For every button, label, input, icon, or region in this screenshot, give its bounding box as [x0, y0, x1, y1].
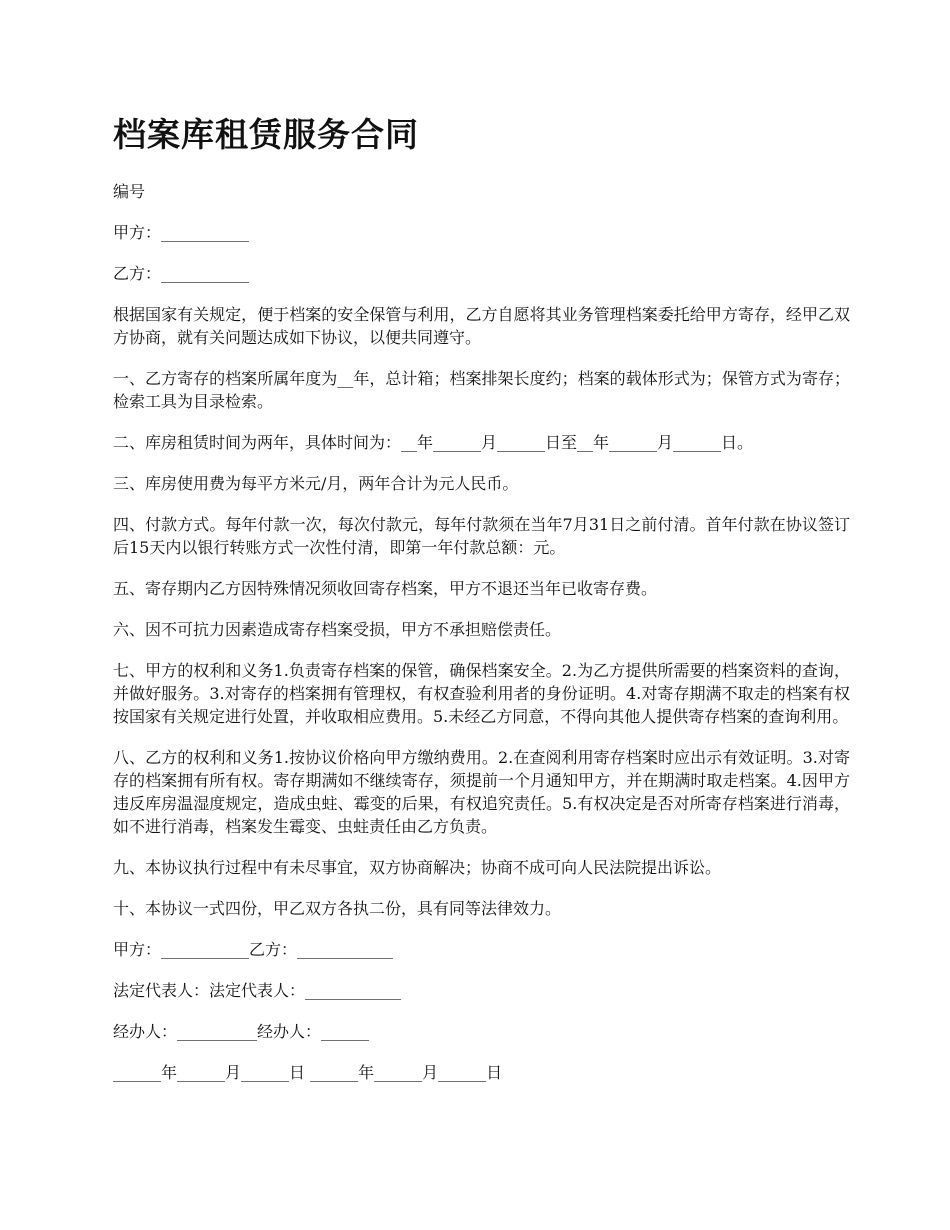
signature-parties: 甲方：___________乙方：____________ [113, 940, 394, 959]
signature-handlers: 经办人：__________经办人：______ [113, 1022, 370, 1041]
contract-number: 编号 [113, 182, 146, 201]
clause-2: 二、库房租赁时间为两年，具体时间为：__年______月______日至__年______月______日。 [113, 433, 754, 452]
party-b-line: 乙方：___________ [113, 264, 250, 283]
clause-6: 六、因不可抗力因素造成寄存档案受损，甲方不承担赔偿责任。 [113, 620, 562, 639]
document-title: 档案库租赁服务合同 [113, 115, 419, 154]
signature-legal-representatives: 法定代表人：法定代表人：____________ [113, 981, 402, 1000]
clause-8: 八、乙方的权利和义务1.按协议价格向甲方缴纳费用。2.在查阅利用寄存档案时应出示有效证明。3.对寄存的档案拥有所有权。寄存期满如不继续寄存，须提前一个月通知甲方，并在期满时取走档案。4.因甲方违反库房温湿度规定，造成虫蛀、霉变的后果，有权追究责任。5.有权决定是否对所寄存档案进行消毒，如不进行消毒，档案发生霉变、虫蛀责任由乙方负责。 [113, 748, 850, 836]
signature-dates: ______年______月______日 ______年______月______日 [113, 1063, 503, 1082]
clause-3: 三、库房使用费为每平方米元/月，两年合计为元人民币。 [113, 474, 519, 493]
clause-7: 七、甲方的权利和义务1.负责寄存档案的保管，确保档案安全。2.为乙方提供所需要的档案资料的查询，并做好服务。3.对寄存的档案拥有管理权，有权查验利用者的身份证明。4.对寄存期满不取走的档案有权按国家有关规定进行处置，并收取相应费用。5.未经乙方同意，不得向其他人提供寄存档案的查询利用。 [113, 661, 850, 726]
clause-10: 十、本协议一式四份，甲乙双方各执二份，具有同等法律效力。 [113, 899, 562, 918]
party-a-line: 甲方：___________ [113, 223, 250, 242]
clause-1: 一、乙方寄存的档案所属年度为__年，总计箱；档案排架长度约；档案的载体形式为；保管方式为寄存；检索工具为目录检索。 [113, 369, 850, 411]
clause-4: 四、付款方式。每年付款一次，每次付款元，每年付款须在当年7月31日之前付清。首年付款在协议签订后15天内以银行转账方式一次性付清，即第一年付款总额：元。 [113, 515, 850, 557]
clause-5: 五、寄存期内乙方因特殊情况须收回寄存档案，甲方不退还当年已收寄存费。 [113, 579, 658, 598]
clause-9: 九、本协议执行过程中有未尽事宜，双方协商解决；协商不成可向人民法院提出诉讼。 [113, 858, 722, 877]
preamble-paragraph: 根据国家有关规定，便于档案的安全保管与利用，乙方自愿将其业务管理档案委托给甲方寄存，经甲乙双方协商，就有关问题达成如下协议，以便共同遵守。 [113, 305, 850, 347]
